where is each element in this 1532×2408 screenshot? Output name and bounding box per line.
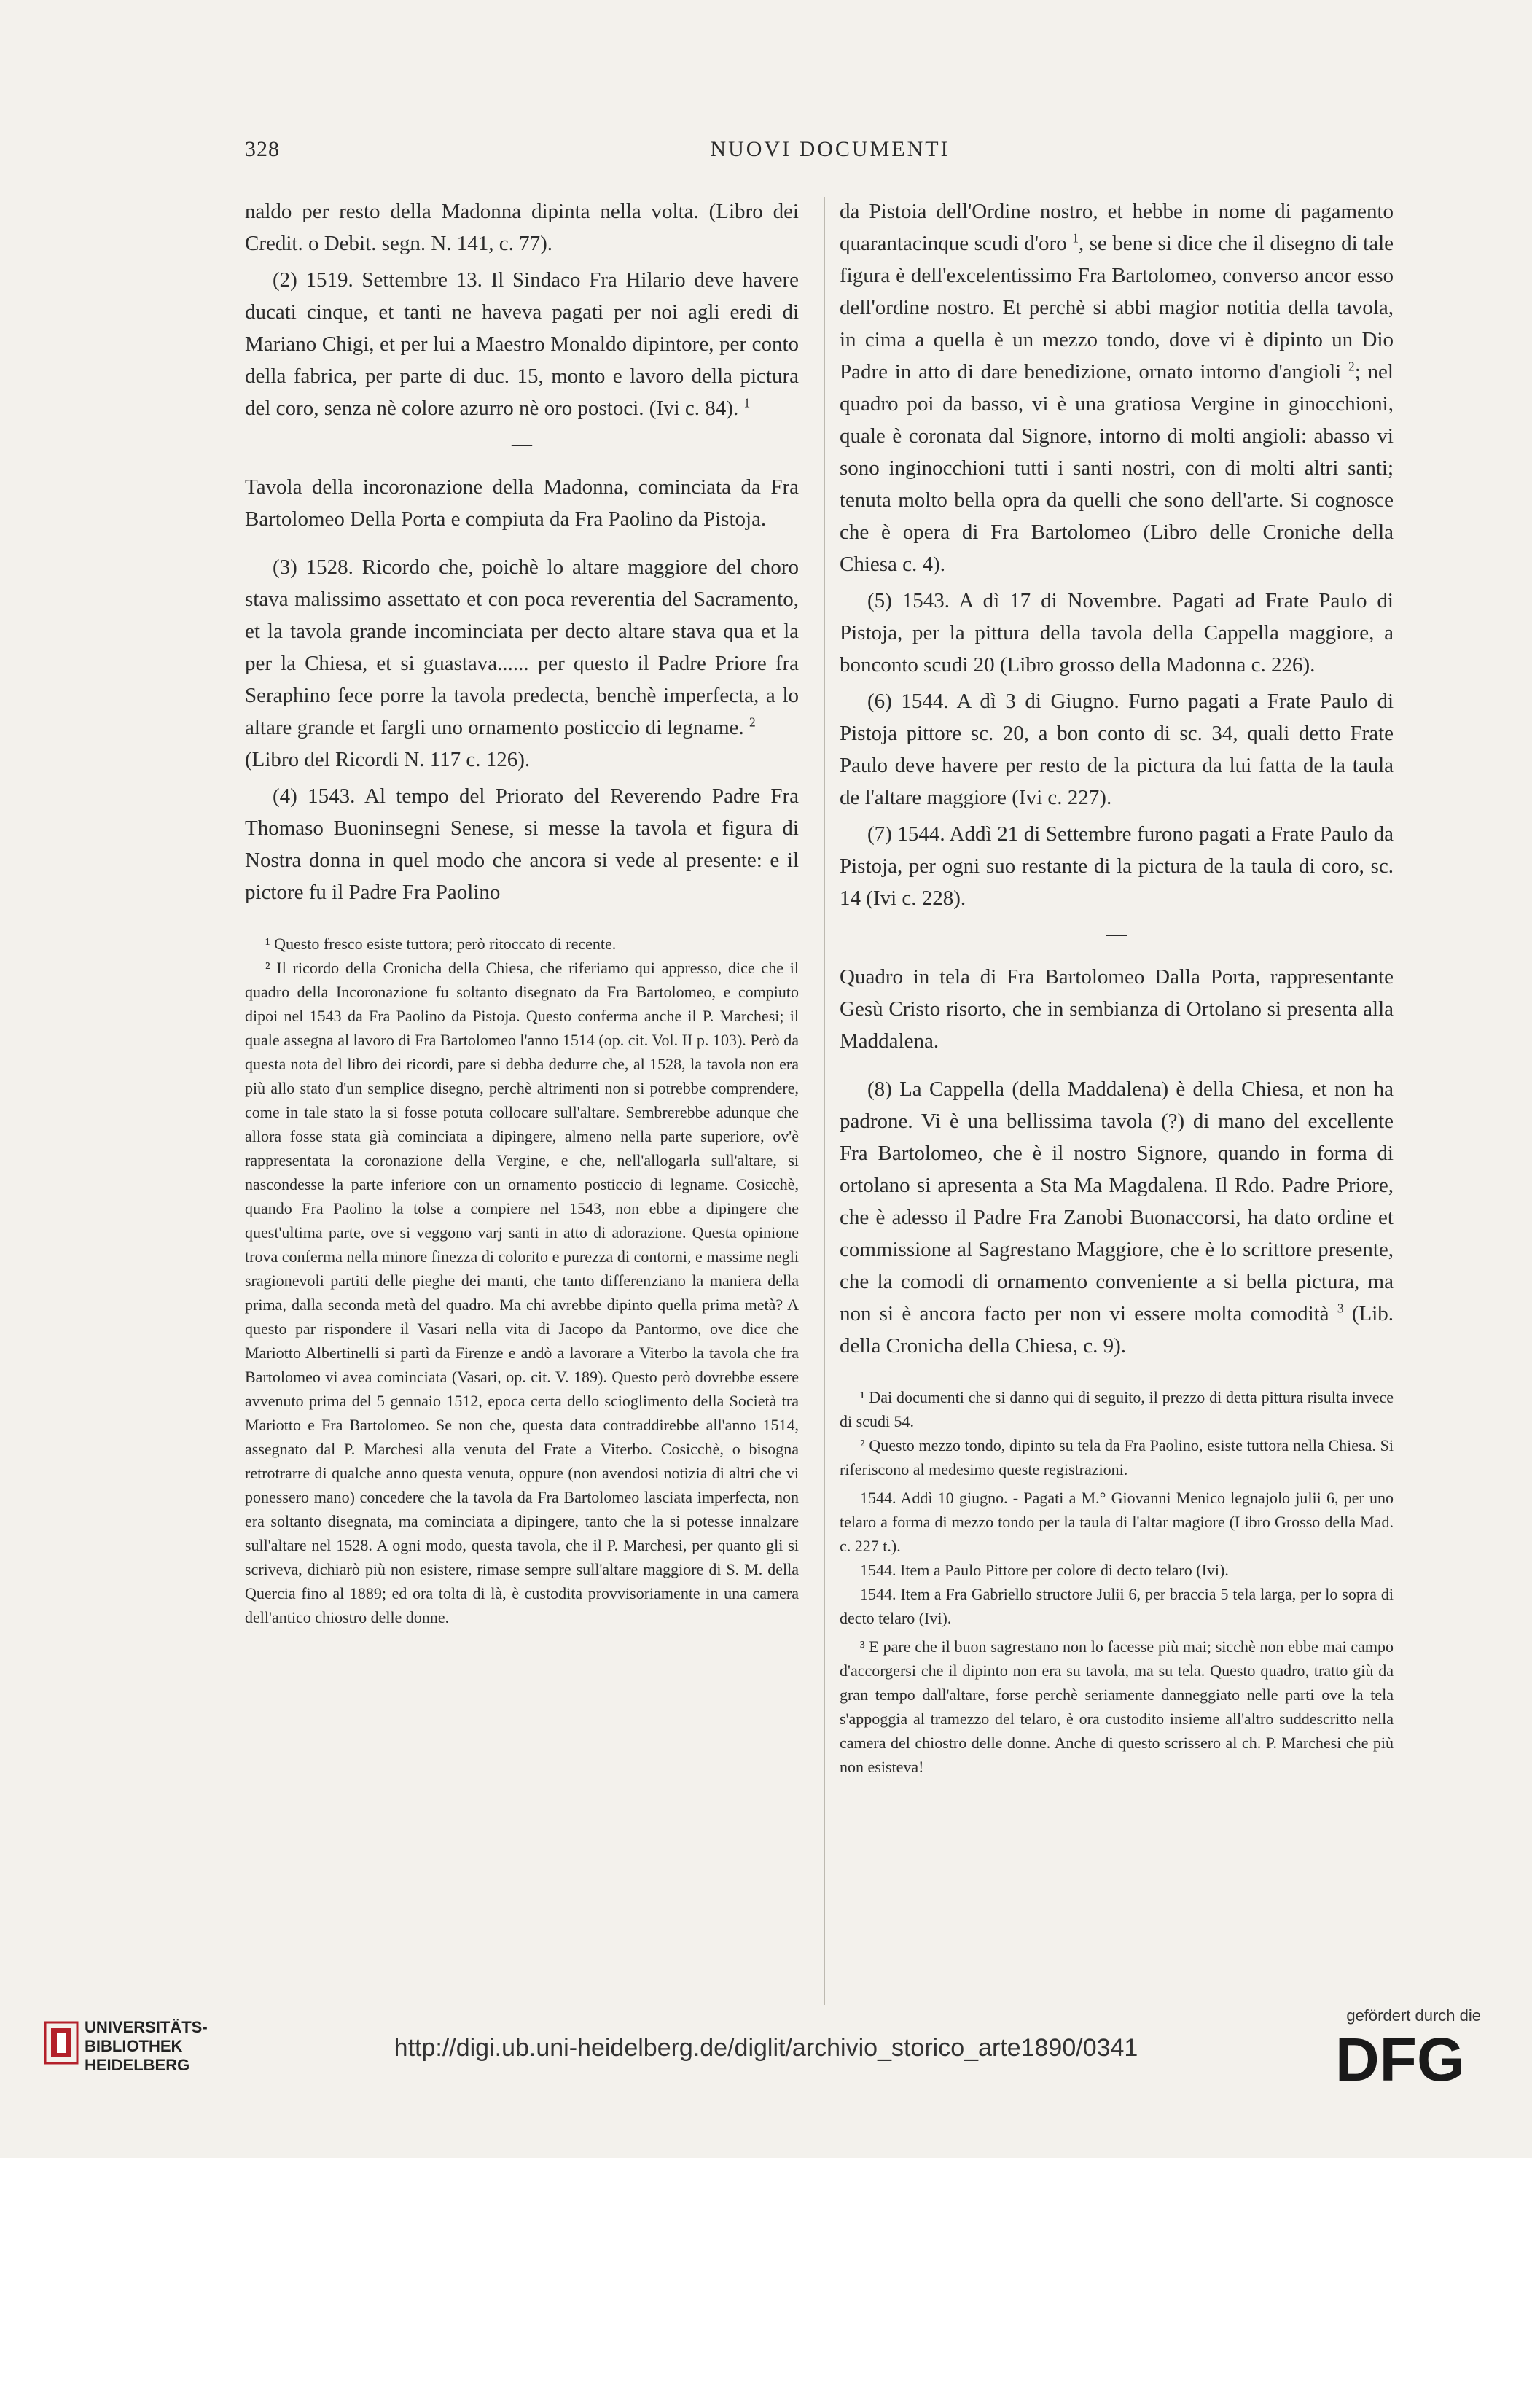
footnote-ref: 3 — [1337, 1301, 1344, 1316]
footnote: ² Il ricordo della Cronicha della Chiesa, che riferiamo qui appresso, dice che il quadro della Incoronazione fu soltanto disegnato da Fra Bartolomeo, e compiuto dipoi nel 1543 da Fra Paolino da Pistoja. Questo conferma anche il P. Marchesi; il quale assegna al lavoro di Fra Bartolomeo l'anno 1514 (op. cit. Vol. II p. 103). Però da questa nota del libro dei ricordi, pare si debba dedurre che, al 1528, la tavola non era più allo stato d'un semplice disegno, perchè altrimenti non si potrebbe comprendere, come in tale stato la si fosse potuta collocare sull'altare. Sembrerebbe adunque che allora fosse stata già cominciata a dipingere, almeno nella parte superiore, ov'è rappresentata la coronazione della Vergine, e che, nell'allogarla sull'altare, si nascondesse la parte inferiore con un ornamento posticcio di legname. Cosicchè, quando Fra Paolino la tolse a compiere nel 1543, non ebbe a dipingere che quest'ultima parte, ove si veggono varj santi in atto di adorazione. Questa opinione trova conferma nella minore finezza di colorito e purezza di contorni, e massime negli sragionevoli partiti delle pieghe dei manti, che tanto differenziano la maniera della prima, dalla seconda metà del quadro. Ma chi avrebbe dipinto quella prima metà? A questo par rispondere il Vasari nella vita di Jacopo da Pantormo, ove dice che Mariotto Albertinelli si partì da Firenze e andò a lavorare a Viterbo la tavola che fra Bartolomeo vi avea cominciata (Vasari, op. cit. V. 189). Questo però dovrebbe essere avvenuto prima del 5 gennaio 1512, epoca certa dello scioglimento della Società tra Mariotto e Fra Bartolomeo. Se non che, questa data contraddirebbe all'anno 1514, assegnato dal P. Marchesi alla venuta del Frate a Viterbo. Cosicchè, o bisogna retrotrarre di qualche anno questa venuta, oppure (non avendosi notizia di altri che vi ponessero mano) concedere che la tavola da Fra Bartolomeo lasciata imperfecta, non era soltanto disegnata, ma cominciata a dipingere, tanto che la si potesse innalzare sull'altare nel 1528. A ogni modo, questa tavola, che il P. Marchesi, per quanto gli si scriveva, dichiarò più non esistere, rimase sempre sull'altare maggiore di S. M. della Quercia fino al 1889; ed ora tolta di là, è custodita provvisoriamente in una camera dell'antico chiostro delle donne. — [245, 959, 799, 1626]
library-name: UNIVERSITÄTS- BIBLIOTHEK HEIDELBERG — [85, 2018, 208, 2074]
left-paragraph-3: (3) 1528. Ricordo che, poichè lo altare maggiore del choro stava malissimo assettato et con poca reverentia del Sacramento, et la tavola grande incominciata per decto altare stava qua et la per la Chiesa, et si guastava...... per questo il Padre Priore fra Seraphino fece porre la tavola predecta, benchè imperfecta, a lo altare grande et fargli uno ornamento posticcio di legname. $^2$ (Libro del Ricordi N. 117 c. 126). — [245, 556, 799, 771]
footnote: ³ E pare che il buon sagrestano non lo facesse più mai; sicchè non ebbe mai campo d'accorgersi che il dipinto non era su tavola, ma su tela. Questo quadro, tratto giù da gran tempo dall'altare, forse perchè seriamente danneggiato nelle parti ove la tela s'appoggia al tramezzo del telaro, è ora custodito insieme all'altro suddescritto nella camera del chiostro delle donne. Anche di questo scrissero al ch. P. Marchesi che più non esisteva! — [840, 1637, 1394, 1776]
svg-text:DFG: DFG — [1335, 2027, 1465, 2085]
section-divider: — — [512, 433, 532, 456]
page-header — [245, 137, 1415, 174]
footer-bar — [0, 2158, 1532, 2408]
left-paragraph-4: (4) 1543. Al tempo del Priorato del Reverendo Padre Fra Thomaso Buoninsegni Senese, si messe la tavola et figura di Nostra donna in quel modo che ancora si vede al presente: e il pictore fu il Padre Fra Paolino — [245, 784, 799, 904]
footnote: 1544. Item a Paulo Pittore per colore di decto telaro (Ivi). — [860, 1561, 1229, 1579]
footnote-ref: 1 — [1072, 230, 1079, 246]
source-url[interactable]: http://digi.ub.uni-heidelberg.de/diglit/archivio_storico_arte1890/0341 — [394, 2034, 1138, 2062]
right-paragraph-8: (8) La Cappella (della Maddalena) è della Chiesa, et non ha padrone. Vi è una bellissima tavola (?) di mano del excellente Fra Bartolomeo, che è il nostro Signore, quando in forma di ortolano si apresenta a Sta Ma Magdalena. Il Rdo. Padre Priore, che è adesso il Padre Fra Zanobi Buonaccorsi, ha dato ordine et commissione al Sagrestano Maggiore, che è lo scrittore presente, che la comodi di ornamento conveniente a si bella pictura, ma non si è ancora facto per non vi essere molta comodità $^3$ (Lib. della Cronicha della Chiesa, c. 9). — [840, 1078, 1394, 1357]
footnote: 1544. Item a Fra Gabriello structore Julii 6, per braccia 5 tela larga, per lo sopra di decto telaro (Ivi). — [840, 1585, 1394, 1627]
left-paragraph-2: (2) 1519. Settembre 13. Il Sindaco Fra Hilario deve havere ducati cinque, et tanti ne haveva pagati per noi agli eredi di Mariano Chigi, et per lui a Maestro Monaldo dipintore, per conto della fabrica, per parte di duc. 15, monto e lavoro della pictura del coro, senza nè colore azurro nè oro postoci. (Ivi c. 84). $^1$ — [245, 268, 799, 420]
section-heading: Quadro in tela di Fra Bartolomeo Dalla Porta, rappresentante Gesù Cristo risorto, che in sembianza di Ortolano si presenta alla Maddalena. — [840, 965, 1394, 1053]
footnote: ¹ Questo fresco esiste tuttora; però ritoccato di recente. — [265, 935, 617, 953]
right-paragraph-7: (7) 1544. Addì 21 di Settembre furono pagati a Frate Paulo da Pistoja, per ogni suo restante di la pictura de la taula di coro, sc. 14 (Ivi c. 228). — [840, 822, 1394, 910]
column-divider — [824, 197, 825, 2005]
funded-by-text: gefördert durch die — [1346, 2006, 1481, 2025]
section-heading: Tavola della incoronazione della Madonna, cominciata da Fra Bartolomeo Della Porta e compiuta da Fra Paolino da Pistoja. — [245, 475, 799, 531]
running-title: NUOVI DOCUMENTI — [710, 137, 950, 161]
left-paragraph-1: naldo per resto della Madonna dipinta nella volta. (Libro dei Credit. o Debit. segn. N. 141, c. 77). — [245, 200, 799, 255]
footnote-ref: 1 — [743, 395, 751, 410]
right-column — [840, 195, 1394, 1779]
footnote: 1544. Addì 10 giugno. - Pagati a M.° Giovanni Menico legnajolo julii 6, per uno telaro a forma di mezzo tondo per la taula di l'altar magiore (Libro Grosso della Mad. c. 227 t.). — [840, 1489, 1394, 1555]
left-column — [245, 195, 799, 1629]
footnote: ¹ Dai documenti che si danno qui di seguito, il prezzo di detta pittura risulta invece di scudi 54. — [840, 1388, 1394, 1430]
footnote-ref: 2 — [1348, 359, 1355, 374]
footnote-ref: 2 — [749, 714, 756, 730]
right-paragraph-5: (5) 1543. A dì 17 di Novembre. Pagati ad Frate Paulo di Pistoja, per la pittura della tavola della Cappella maggiore, a bonconto scudi 20 (Libro grosso della Madonna c. 226). — [840, 589, 1394, 677]
dfg-logo-icon — [1335, 2027, 1488, 2085]
footnote: ² Questo mezzo tondo, dipinto su tela da Fra Paolino, esiste tuttora nella Chiesa. Si riferiscono al medesimo queste registrazioni. — [840, 1436, 1394, 1478]
section-divider: — — [1106, 923, 1127, 946]
right-paragraph-1: da Pistoia dell'Ordine nostro, et hebbe in nome di pagamento quarantacinque scudi d'oro $^1$, se bene si dice che il disegno di tale figura è dell'excelentissimo Fra Bartolomeo, converso ancor esso dell'ordine nostro. Et perchè si abbi magior notitia della tavola, in cima a quella è un mezzo tondo, dove vi è dipinto un Dio Padre in atto di dare benedizione, ornato intorno d'angioli $^2$; nel quadro poi da basso, vi è una gratiosa Vergine in ginocchioni, quale è coronata dal Signore, intorno di molti angioli: abasso vi sono inginocchioni tutti i santi nostri, con di molti altri santi; tenuta molto bella opra da quelli che sono dell'arte. Si cognosce che è opera di Fra Bartolomeo (Libro delle Croniche della Chiesa c. 4). — [840, 200, 1394, 576]
right-paragraph-6: (6) 1544. A dì 3 di Giugno. Furno pagati a Frate Paulo di Pistoja pittore sc. 20, a bon conto di sc. 34, quali detto Frate Paulo deve havere per resto de la pictura da lui fatta de la taula de l'altare maggiore (Ivi c. 227). — [840, 690, 1394, 809]
left-footnotes — [245, 932, 799, 1629]
page-number: 328 — [245, 137, 280, 161]
right-footnotes — [840, 1385, 1394, 1779]
